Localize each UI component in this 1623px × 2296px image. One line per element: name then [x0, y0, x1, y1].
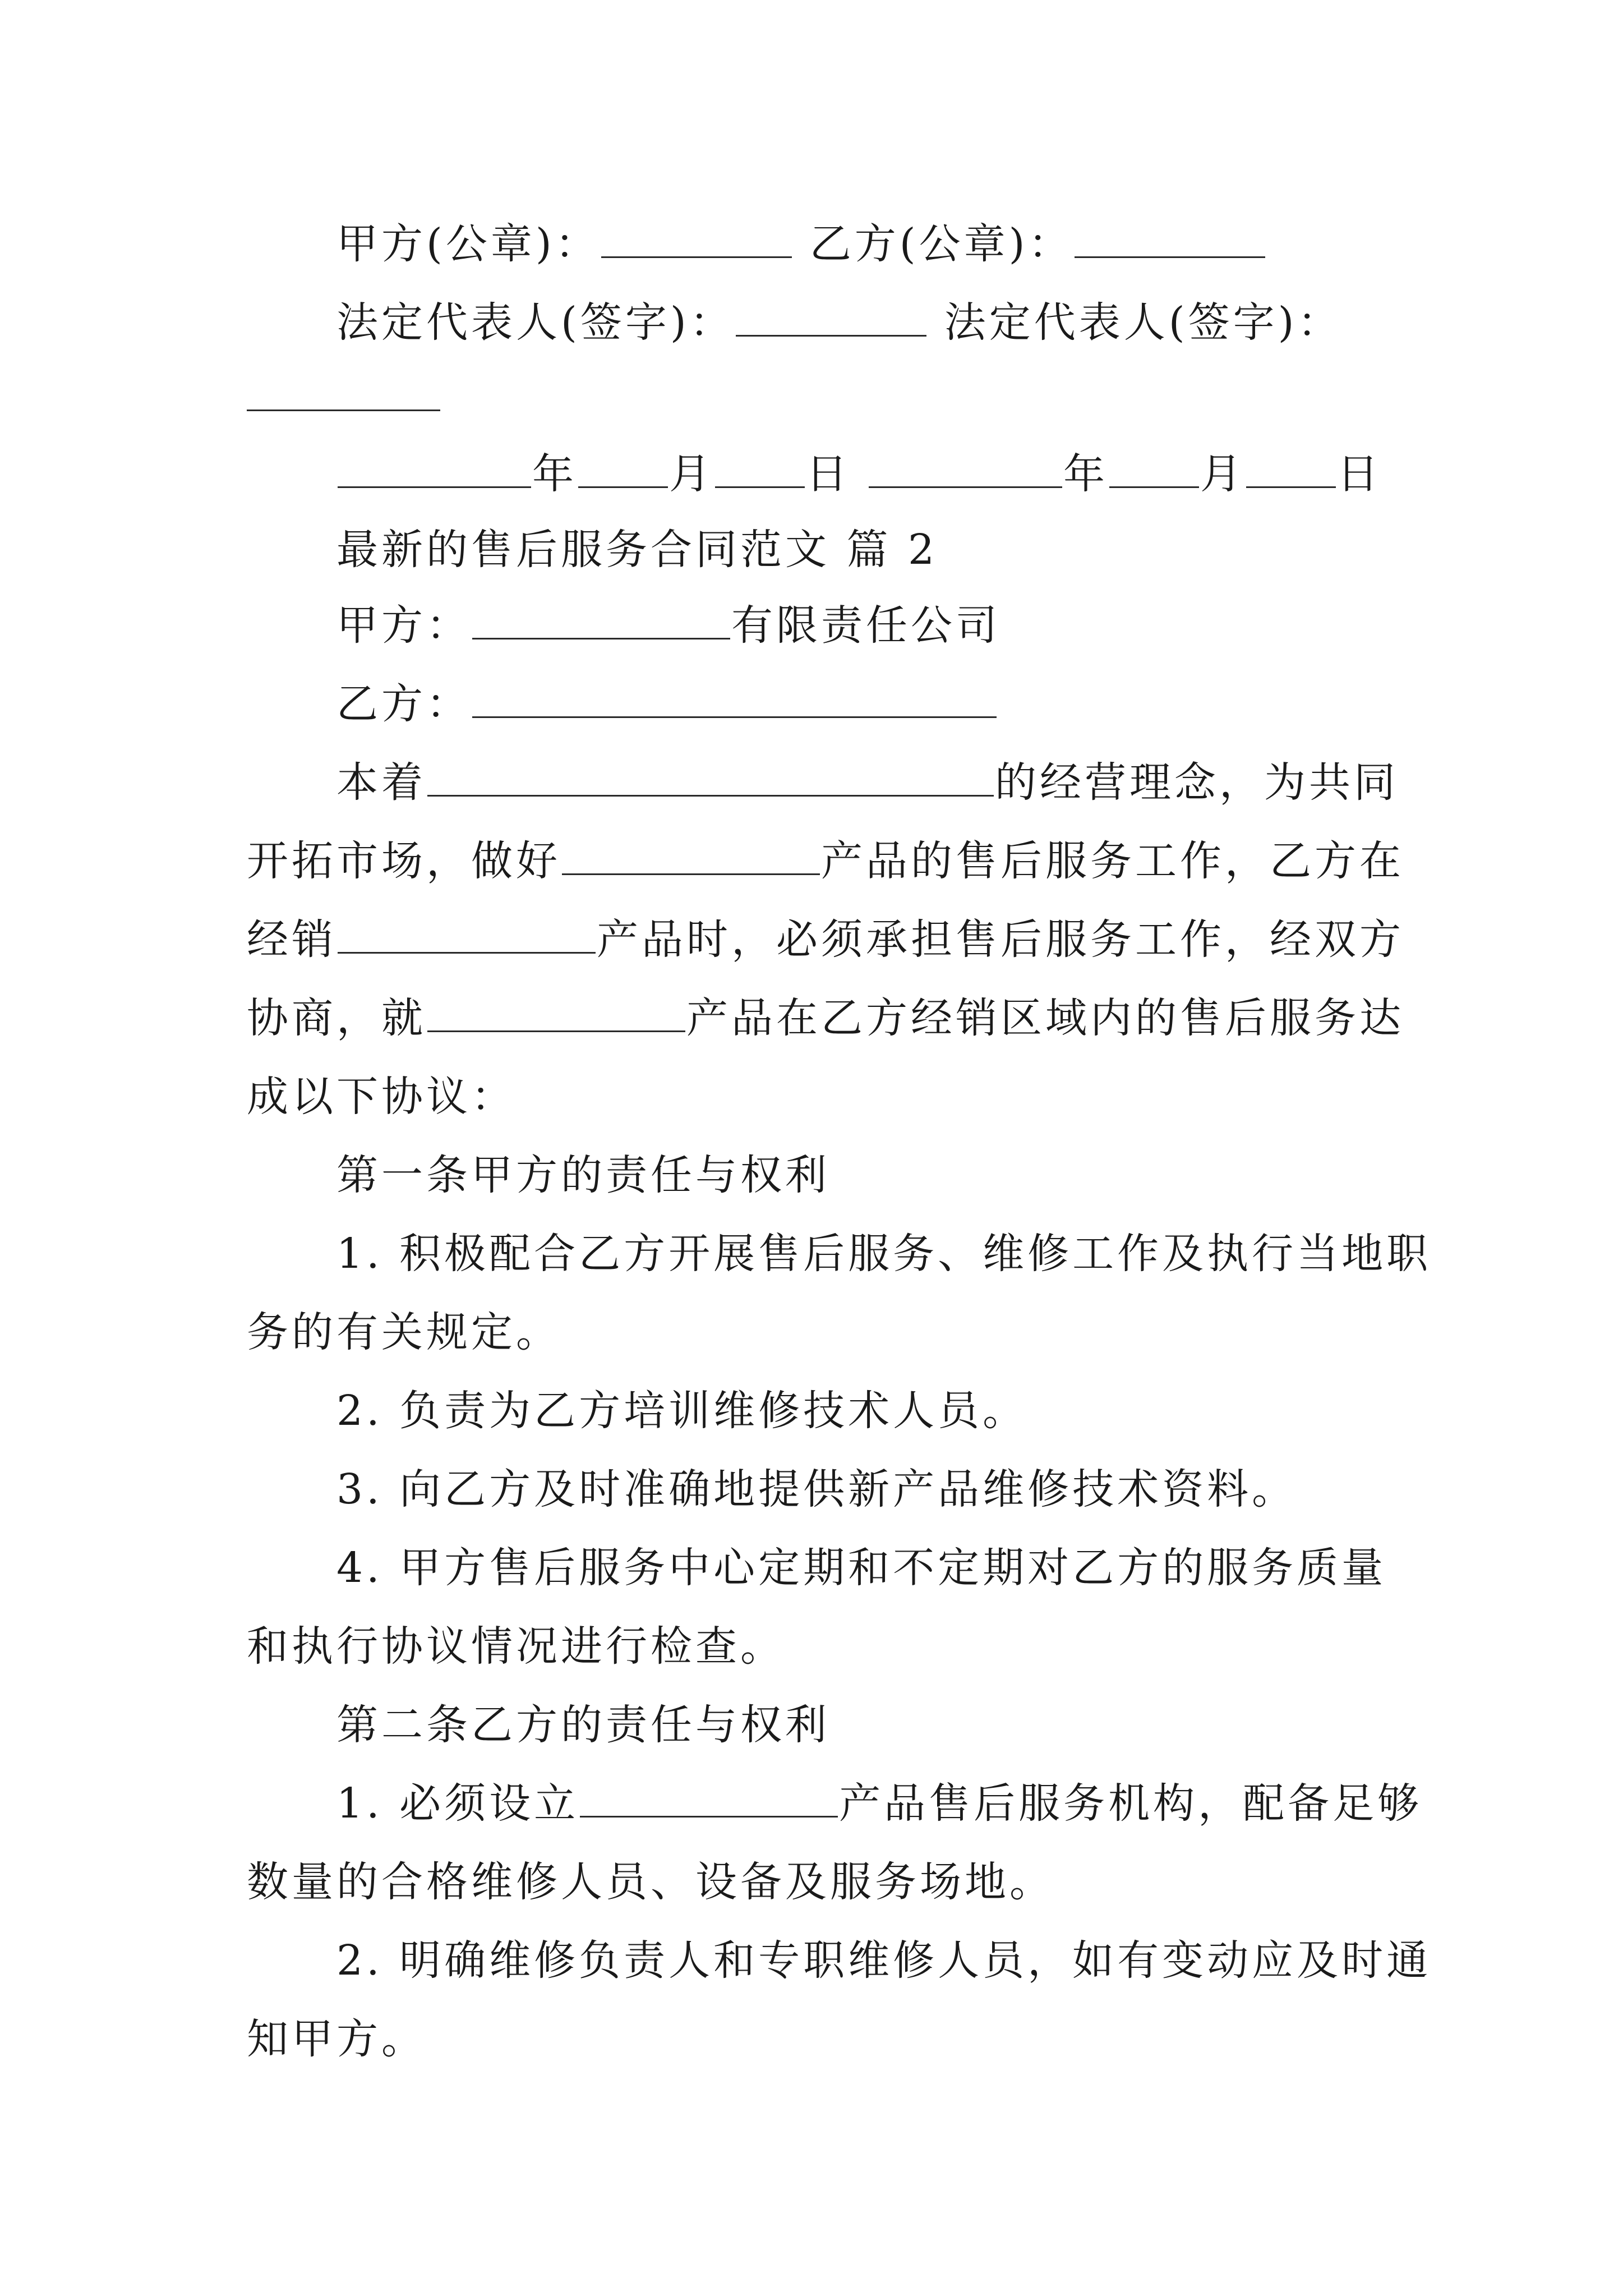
party-a-blank — [472, 597, 730, 639]
philosophy-blank — [427, 754, 994, 797]
section-title: 最新的售后服务合同范文 篇 2 — [336, 526, 938, 574]
intro-line-1 — [336, 754, 1399, 811]
party-a-label: 甲方： — [336, 601, 471, 650]
intro-line-3 — [247, 912, 1404, 968]
date-a-day-blank — [715, 446, 805, 488]
party-b-blank — [472, 676, 997, 718]
party-b-line — [336, 676, 998, 732]
article-2-title: 第二条乙方的责任与权利 — [336, 1701, 830, 1749]
legal-rep-b-blank — [247, 409, 440, 411]
article-1-item-3: 3. 向乙方及时准确地提供新产品维修技术资料。 — [336, 1465, 1297, 1513]
intro-line-5: 成以下协议： — [247, 1073, 516, 1121]
intro-text: 产品在乙方经销区域内的售后服务达 — [686, 994, 1404, 1042]
article-2-item-1 — [336, 1775, 1422, 1832]
article-1-item-4: 4. 甲方售后服务中心定期和不定期对乙方的服务质量 — [336, 1544, 1387, 1592]
intro-text: 产品时，必须承担售后服务工作，经双方 — [597, 915, 1404, 964]
article-2-item-2: 2. 明确维修负责人和专职维修人员，如有变动应及时通 — [336, 1936, 1432, 1985]
intro-line-2 — [247, 833, 1404, 889]
date-b-year-blank — [869, 446, 1062, 488]
product-blank — [580, 1775, 838, 1818]
date-a-month: 月 — [669, 450, 714, 498]
article-1-item-1: 1. 积极配合乙方开展售后服务、维修工作及执行当地职 — [336, 1230, 1432, 1278]
seal-line — [336, 216, 1266, 272]
date-b-month: 月 — [1200, 450, 1245, 498]
article-2-text: 产品售后服务机构，配备足够 — [839, 1779, 1423, 1828]
date-b-month-blank — [1109, 446, 1199, 488]
product-blank — [562, 833, 820, 875]
intro-line-4 — [247, 990, 1404, 1046]
party-a-seal-blank — [601, 216, 792, 258]
article-2-text: 1. 必须设立 — [336, 1779, 579, 1828]
article-1-title: 第一条甲方的责任与权利 — [336, 1151, 830, 1199]
intro-text: 的经营理念，为共同 — [995, 758, 1399, 807]
article-1-item-1-cont: 务的有关规定。 — [247, 1308, 561, 1356]
party-b-label: 乙方： — [336, 680, 471, 728]
article-1-item-4-cont: 和执行协议情况进行检查。 — [247, 1622, 785, 1671]
legal-rep-a-label: 法定代表人(签字)： — [336, 298, 735, 347]
date-a-year-blank — [338, 446, 531, 488]
date-a-day: 日 — [806, 450, 851, 498]
intro-text: 本着 — [336, 758, 426, 807]
party-a-line — [336, 597, 1000, 654]
intro-text: 产品的售后服务工作，乙方在 — [821, 837, 1404, 885]
date-b-year: 年 — [1063, 450, 1108, 498]
article-1-item-2: 2. 负责为乙方培训维修技术人员。 — [336, 1387, 1028, 1435]
party-a-seal-label: 甲方(公章)： — [336, 220, 600, 268]
party-a-suffix: 有限责任公司 — [731, 601, 1000, 650]
intro-text: 开拓市场，做好 — [247, 837, 561, 885]
party-b-seal-label: 乙方(公章)： — [809, 220, 1073, 268]
date-a-month-blank — [578, 446, 668, 488]
product-blank — [427, 990, 685, 1032]
product-blank — [338, 912, 596, 954]
intro-text: 协商，就 — [247, 994, 426, 1042]
date-b-day-blank — [1246, 446, 1336, 488]
date-b-day: 日 — [1337, 450, 1382, 498]
date-line — [336, 446, 1382, 502]
article-2-item-2-cont: 知甲方。 — [247, 2015, 426, 2063]
legal-rep-b-label: 法定代表人(签字)： — [944, 298, 1343, 347]
date-a-year: 年 — [532, 450, 577, 498]
party-b-seal-blank — [1075, 216, 1265, 258]
article-2-item-1-cont: 数量的合格维修人员、设备及服务场地。 — [247, 1858, 1054, 1906]
intro-text: 经销 — [247, 915, 336, 964]
legal-rep-line — [336, 295, 1343, 351]
legal-rep-a-blank — [736, 295, 926, 337]
